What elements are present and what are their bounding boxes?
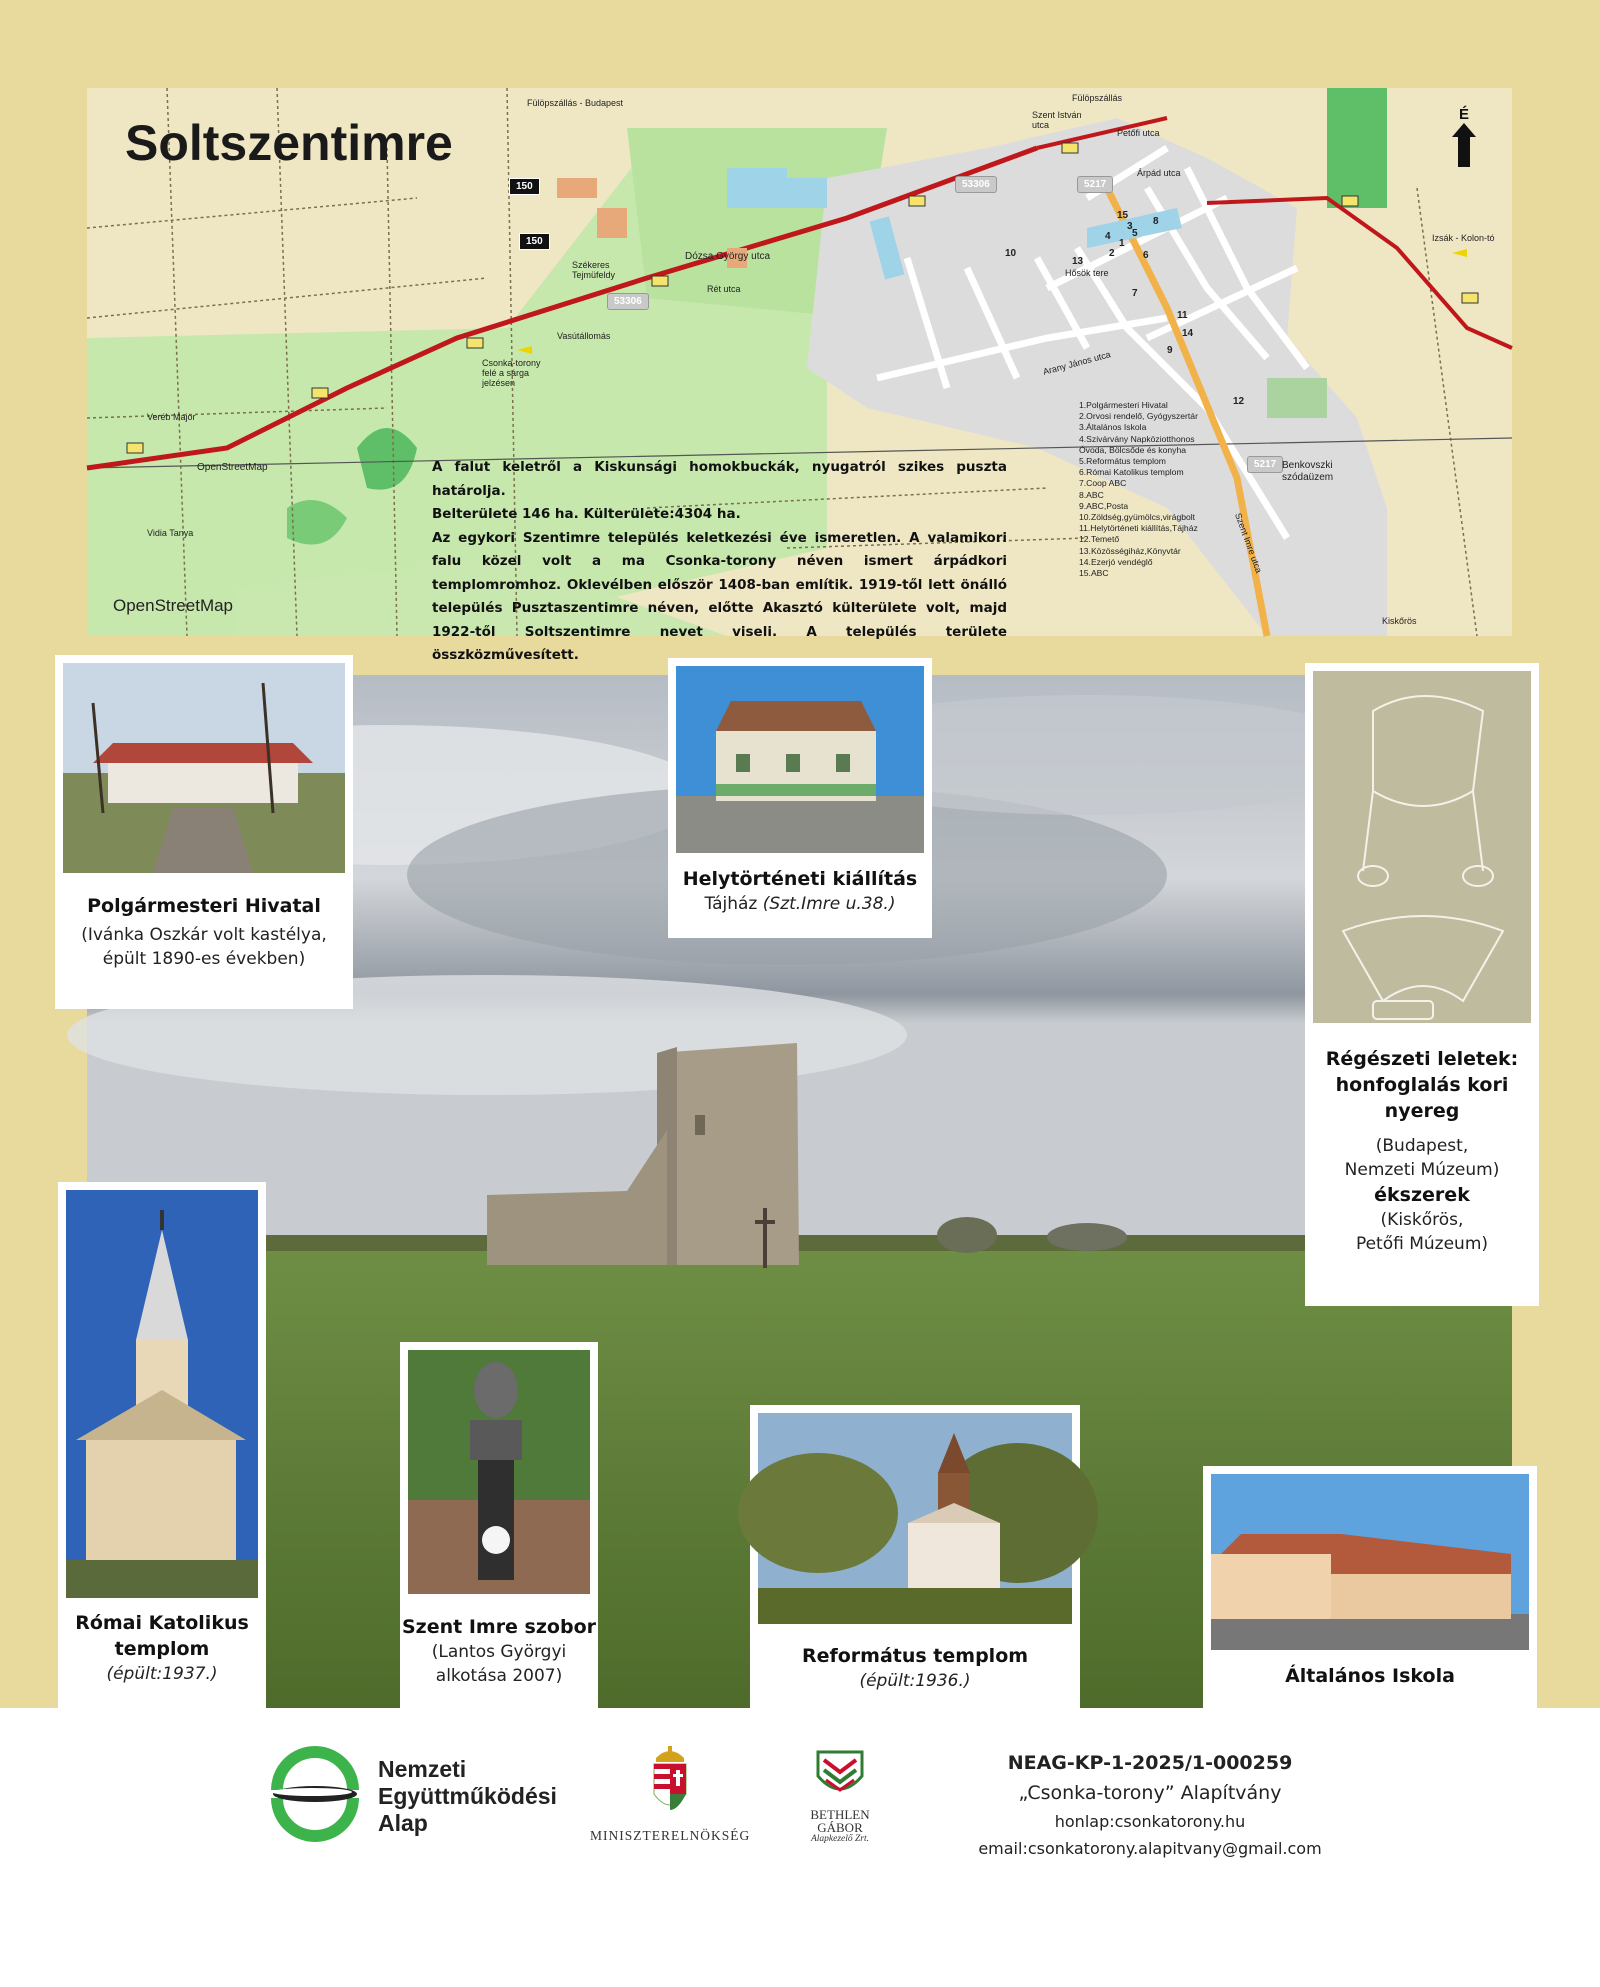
map-label: Hősök tere [1065,268,1109,278]
reformed-church-title: Református templom [801,1645,1029,1667]
map-label: OpenStreetMap [197,462,268,473]
reformed-church-subtitle: (épült:1936.) [859,1671,971,1691]
card-saint-imre-statue [400,1342,598,1708]
map-number: 15 [1117,210,1129,221]
map-number: 9 [1167,345,1173,356]
map-label: Benkovszki szódaüzem [1282,460,1334,483]
map-label: Székeres Tejmüfeldy [572,260,616,280]
footer [0,1708,1600,1987]
bethlen-sublabel: Alapkezelő Zrt. [810,1834,870,1844]
nea-name: Nemzeti Együttműködési Alap [378,1756,557,1836]
map-label: Szent Imre utca [1233,511,1264,575]
foundation-name: „Csonka-torony” Alapítvány [1018,1782,1282,1804]
village-map [87,88,1512,663]
archaeology-subtitle: (Budapest, [1375,1136,1469,1156]
map-number: 5 [1132,228,1138,239]
catholic-church-title: Római Katolikus [75,1612,249,1634]
town-hall-title: Polgármesteri Hivatal [87,895,321,917]
road-number-shield: 150 [509,178,540,195]
archaeology-subtitle: (Kiskőrös, [1380,1210,1464,1230]
map-label: Kiskőrös [1382,616,1417,626]
osm-credit: OpenStreetMap [113,596,234,615]
map-label: Rét utca [707,284,741,294]
town-hall-subtitle: épült 1890-es években) [102,949,306,969]
map-number: 8 [1153,216,1159,227]
map-legend: 1.Polgármesteri Hivatal 2.Orvosi rendelő, Gyógyszertár 3.Általános Iskola 4.Szivárvány Napköziotthonos Óvoda, Bölcsőde és konyha 5.Református templom 6.Római Katolikus templom 7.Coop ABC 8.ABC 9.ABC,Posta 10.Zöldség,gyümölcs,virágbolt 11.Helytörténeti kiállítás,Tájház 12.Temető 13.Közösségiház,Könyvtár 14.Ezerjó vendéglő 15.ABC [1079,400,1198,579]
coat-of-arms-icon [648,1744,692,1820]
local-history-subtitle: Tájház (Szt.Imre u.38.) [704,894,896,914]
archaeology-subtitle: Petőfi Múzeum) [1355,1234,1489,1254]
map-label: Petőfi utca [1117,128,1160,138]
local-history-photo [676,666,924,853]
catholic-church-title: templom [114,1638,210,1660]
map-number: 4 [1105,231,1111,242]
map-number: 7 [1132,288,1138,299]
road-number-shield: 53306 [955,176,997,193]
map-number: 14 [1182,328,1194,339]
statue-subtitle: (Lantos Györgyi [431,1642,567,1662]
website: honlap:csonkatorony.hu [1054,1812,1246,1831]
map-number: 6 [1143,250,1149,261]
card-local-history [668,658,932,938]
map-number: 12 [1233,396,1245,407]
map-label: Dózsa György utca [685,251,771,262]
statue-subtitle: alkotása 2007) [435,1666,563,1686]
road-number-shield: 5217 [1077,176,1113,193]
nea-logo-icon [272,1746,358,1840]
school-photo [1211,1474,1529,1650]
saddle-drawing [1313,671,1531,1023]
road-number-shield: 150 [519,233,550,250]
map-number: 10 [1005,248,1017,259]
card-catholic-church [58,1182,266,1708]
prime-minister-office-logo [590,1744,750,1844]
village-description: A falut keletről a Kiskunsági homokbuckák, nyugatról szikes puszta határolja. Belterülete 146 ha. Külterülete:4304 ha. Az egykori Szentimre település keletkezési éve ismeretlen. A valamikori falu közel volt a ma Csonka-torony néven ismert árpádkori templomromhoz. Oklevélben először 1408-ban említik. 1919-től lett önálló település Pusztaszentimre néven, előtte Akasztó külterülete volt, majd 1922-től Soltszentimre nevet viseli. A település területe összközművesített. [432,459,1007,663]
map-title: Soltszentimre [125,115,453,171]
map-label: Arany János utca [1041,349,1112,377]
card-reformed-church [750,1405,1080,1708]
map-label: Árpád utca [1137,168,1181,178]
reformed-church-photo [758,1413,1072,1624]
map-label: Vasútállomás [557,331,611,341]
road-number-shield: 53306 [607,293,649,310]
map-label: Veréb Major [147,412,196,422]
map-number: 13 [1072,256,1084,267]
statue-photo [408,1350,590,1594]
archaeology-title: Régészeti leletek: [1325,1048,1519,1070]
north-arrow-icon: É [1454,106,1474,167]
email: email:csonkatorony.alapitvany@gmail.com [978,1839,1322,1858]
card-archaeology [1305,663,1539,1306]
project-contact [940,1748,1360,1862]
catholic-church-subtitle: (épült:1937.) [106,1664,218,1684]
town-hall-photo [63,663,345,873]
project-number: NEAG-KP-1-2025/1-000259 [1007,1752,1293,1774]
bethlen-gabor-icon [812,1746,868,1802]
town-hall-subtitle: (Ivánka Oszkár volt kastélya, [81,925,327,945]
map-label: Csonka-torony felé a sárga jelzésen [482,358,541,388]
archaeology-title: honfoglalás kori [1335,1074,1509,1096]
map-label: Szent István utca [1032,110,1082,130]
card-primary-school [1203,1466,1537,1708]
archaeology-title: nyereg [1384,1100,1460,1122]
map-number: 1 [1119,238,1125,249]
bethlen-label: BETHLEN GÁBOR [810,1807,870,1835]
map-number: 11 [1177,310,1188,321]
local-history-title: Helytörténeti kiállítás [682,868,918,890]
map-label: Vidia Tanya [147,528,194,538]
map-number: 3 [1127,221,1133,232]
archaeology-title: ékszerek [1374,1184,1470,1206]
map-label: Fülöpszállás [1072,93,1123,103]
statue-title: Szent Imre szobor [401,1616,597,1638]
road-number-shield: 5217 [1247,456,1283,473]
school-title: Általános Iskola [1285,1665,1455,1687]
bethlen-gabor-logo [788,1746,892,1844]
catholic-church-photo [66,1190,258,1598]
card-town-hall [55,655,353,1009]
archaeology-subtitle: Nemzeti Múzeum) [1344,1160,1500,1180]
map-label: Izsák - Kolon-tó [1432,233,1495,243]
map-number: 2 [1109,248,1115,259]
map-label: Fülöpszállás - Budapest [527,98,624,108]
ministry-label: MINISZTERELNÖKSÉG [590,1828,751,1843]
